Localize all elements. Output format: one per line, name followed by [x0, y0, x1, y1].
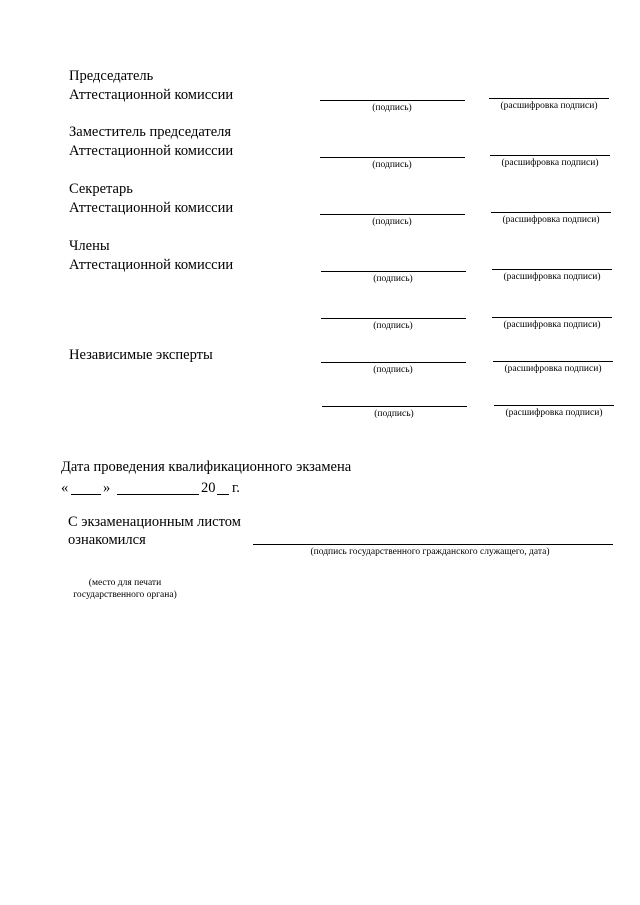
decode-line: [493, 361, 613, 362]
role-deputy-title: Заместитель председателя: [69, 124, 232, 140]
decode-line: [491, 212, 611, 213]
role-deputy-subtitle: Аттестационной комиссии: [69, 143, 234, 159]
decode-caption: (расшифровка подписи): [501, 158, 599, 168]
signature-caption: (подпись): [373, 321, 413, 331]
decode-line: [492, 317, 612, 318]
signature-line: [321, 318, 466, 319]
decode-caption: (расшифровка подписи): [503, 272, 601, 282]
decode-caption: (расшифровка подписи): [505, 408, 603, 418]
decode-line: [490, 155, 610, 156]
decode-line: [494, 405, 614, 406]
decode-caption: (расшифровка подписи): [504, 364, 602, 374]
decode-caption: (расшифровка подписи): [500, 101, 598, 111]
exam-date-close-quote: »: [103, 480, 111, 496]
acknowledged-line2: ознакомился: [68, 532, 146, 548]
decode-caption: (расшифровка подписи): [503, 320, 601, 330]
exam-month-field[interactable]: [117, 494, 199, 495]
signature-caption: (подпись): [374, 409, 414, 419]
signature-line: [321, 271, 466, 272]
signature-caption: (подпись): [372, 217, 412, 227]
decode-caption: (расшифровка подписи): [502, 215, 600, 225]
role-secretary-title: Секретарь: [69, 181, 133, 197]
exam-year-field[interactable]: [217, 494, 229, 495]
role-secretary-subtitle: Аттестационной комиссии: [69, 200, 234, 216]
employee-signature-line[interactable]: [253, 544, 613, 545]
role-chairman-subtitle: Аттестационной комиссии: [69, 87, 234, 103]
signature-caption: (подпись): [372, 160, 412, 170]
exam-date-year-suffix: г.: [232, 480, 240, 496]
stamp-place-line1: (место для печати: [88, 578, 162, 588]
signature-line: [321, 362, 466, 363]
signature-caption: (подпись): [373, 365, 413, 375]
stamp-place-line2: государственного органа): [73, 590, 177, 600]
acknowledged-line1: С экзаменационным листом: [68, 514, 241, 530]
signature-line: [320, 214, 465, 215]
role-members-subtitle: Аттестационной комиссии: [69, 257, 234, 273]
signature-line: [322, 406, 467, 407]
decode-line: [492, 269, 612, 270]
signature-caption: (подпись): [373, 274, 413, 284]
employee-signature-caption: (подпись государственного гражданского служащего, дата): [310, 547, 550, 557]
exam-date-label: Дата проведения квалификационного экзамена: [61, 459, 352, 475]
signature-caption: (подпись): [372, 103, 412, 113]
decode-line: [489, 98, 609, 99]
signature-line: [320, 100, 465, 101]
signature-line: [320, 157, 465, 158]
stamp-place: [73, 577, 176, 601]
exam-date-open-quote: «: [61, 480, 69, 496]
role-chairman-title: Председатель: [69, 68, 154, 84]
exam-day-field[interactable]: [71, 494, 101, 495]
role-experts-title: Независимые эксперты: [69, 347, 213, 363]
role-members-title: Члены: [69, 238, 110, 254]
exam-date-year-prefix: 20: [201, 480, 216, 496]
